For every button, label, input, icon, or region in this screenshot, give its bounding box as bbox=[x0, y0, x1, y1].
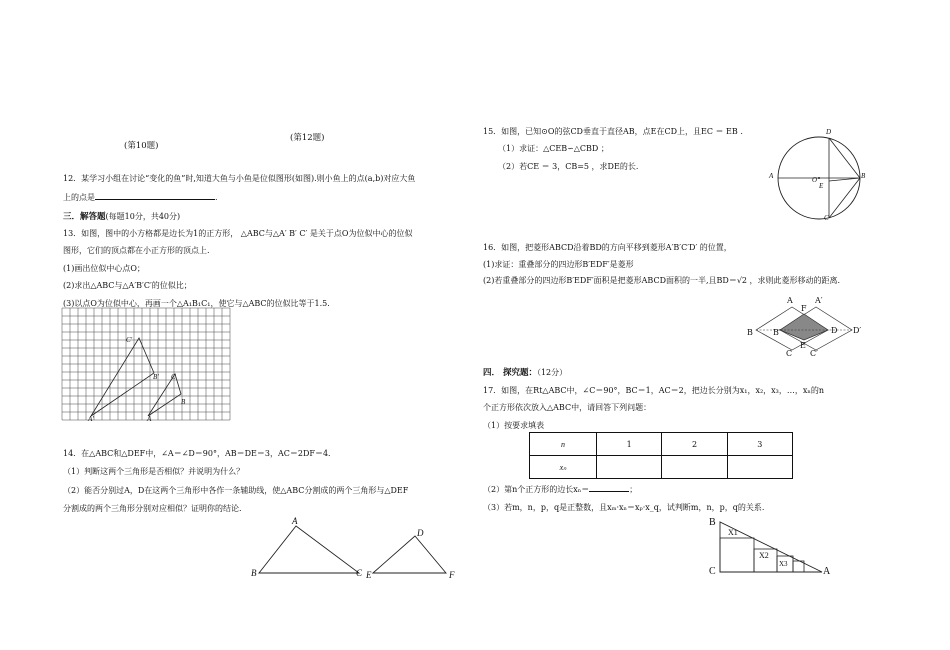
label-circle-c: C bbox=[824, 214, 829, 222]
q17-sub2: （2）第n个正方形的边长xₙ＝ ； bbox=[483, 485, 638, 494]
answer-blank[interactable] bbox=[589, 491, 629, 492]
q16-line1: 16．如图，把菱形ABCD沿着BD的方向平移到菱形A′B′C′D′ 的位置， bbox=[483, 243, 732, 252]
q15-line1: 15．如图，已知⊙O的弦CD垂直于直径AB，点E在CD上，且EC ＝ EB . bbox=[483, 127, 743, 136]
label-c: C bbox=[171, 373, 176, 381]
circle-figure bbox=[776, 132, 866, 222]
staircase-figure bbox=[718, 518, 828, 574]
label-circle-d: D bbox=[826, 128, 832, 136]
label-st-x3: X3 bbox=[779, 560, 788, 568]
label-tri-b: B bbox=[251, 568, 257, 578]
answer-cell[interactable] bbox=[597, 456, 662, 479]
label-st-a: A bbox=[823, 566, 831, 577]
figure-12-caption: (第12题) bbox=[290, 133, 325, 143]
q15-sub1: （1）求证：△CEB∽△CBD ； bbox=[498, 144, 609, 153]
label-c-prime: C' bbox=[126, 336, 133, 344]
answer-cell[interactable] bbox=[727, 456, 792, 479]
label-tri-d: D bbox=[417, 528, 424, 538]
label-circle-e: E bbox=[819, 182, 824, 190]
q14-line1: 14．在△ABC和△DEF中，∠A＝∠D＝90°，AB＝DE＝3，AC＝2DF＝4． bbox=[63, 449, 337, 458]
answer-blank[interactable] bbox=[95, 199, 215, 200]
q17-line1: 17．如图，在Rt△ABC中，∠C＝90°，BC＝1，AC＝2，把边长分别为x₁，x₂，x₃，…，xₙ的n bbox=[483, 386, 825, 395]
table-cell: 1 bbox=[597, 433, 662, 456]
label-tri-e: E bbox=[366, 570, 372, 580]
table-cell: xₙ bbox=[530, 456, 597, 479]
q17-sub3: （3）若m，n，p，q是正整数，且xₘ·xₙ＝xₚ·x_q，试判断m，n，p，q的关系. bbox=[483, 503, 765, 512]
label-tri-a: A bbox=[292, 516, 298, 526]
label-tri-c: C bbox=[356, 568, 363, 578]
section3-heading: 三．解答题(每题10分，共40分) bbox=[63, 212, 181, 222]
table-cell: n bbox=[530, 433, 597, 456]
label-rh-a-prime: A′ bbox=[815, 296, 823, 305]
table-cell: 2 bbox=[662, 433, 727, 456]
q14-sub1: （1）判断这两个三角形是否相似？并说明为什么？ bbox=[63, 467, 245, 476]
q13-sub1: (1)画出位似中心点O； bbox=[63, 264, 145, 273]
q13-line2: 图形，它们的顶点都在小正方形的顶点上. bbox=[63, 246, 210, 255]
answer-cell[interactable] bbox=[662, 456, 727, 479]
label-rh-c: C bbox=[786, 349, 793, 358]
label-rh-c-prime: C′ bbox=[810, 349, 818, 358]
fill-table bbox=[529, 432, 793, 479]
q14-sub2b: 分割成的两个三角形分别对应相似？证明你的结论. bbox=[63, 504, 242, 513]
label-b: B bbox=[181, 398, 186, 406]
q16-sub2: (2)若重叠部分的四边形B′EDF′面积是把菱形ABCD面积的一半,且BD＝√2 ，求则此菱形移动的距离. bbox=[483, 276, 841, 285]
label-rh-f: F bbox=[801, 304, 807, 313]
label-rh-d: D bbox=[831, 326, 838, 335]
label-st-b: B bbox=[709, 517, 716, 528]
label-circle-o: O bbox=[812, 176, 818, 184]
label-rh-d-prime: D′ bbox=[853, 326, 862, 335]
table-row bbox=[530, 456, 793, 479]
triangle-a1b1c1 bbox=[91, 338, 154, 416]
label-b-prime: B' bbox=[153, 373, 159, 381]
q12-line1: 12．某学习小组在讨论“变化的鱼”时,知道大鱼与小鱼是位似图形(如图).则小鱼上的点(a,b)对应大鱼 bbox=[63, 174, 416, 183]
label-st-x2: X2 bbox=[759, 551, 769, 560]
label-rh-b-prime: B′ bbox=[773, 328, 781, 337]
q15-sub2: （2）若CE ＝ 3，CB=5 ，求DE的长. bbox=[498, 162, 639, 171]
q16-sub1: (1)求证：重叠部分的四边形B′EDF′是菱形 bbox=[483, 260, 634, 269]
section4-heading: 四． 探究题：（12分） bbox=[483, 368, 568, 378]
grid-figure bbox=[62, 308, 230, 418]
label-a: A bbox=[147, 415, 152, 423]
table-cell: 3 bbox=[727, 433, 792, 456]
label-rh-a: A bbox=[787, 296, 793, 305]
q14-sub2: （2）能否分别过A，D在这两个三角形中各作一条辅助线，使△ABC分割成的两个三角形与△DEF bbox=[63, 486, 409, 495]
q13-sub3: (3)以点O为位似中心，再画一个△A₁B₁C₁，使它与△ABC的位似比等于1.5. bbox=[63, 299, 330, 308]
label-st-x1: X1 bbox=[728, 528, 738, 537]
label-circle-b: B bbox=[861, 172, 866, 180]
rhombus-figure bbox=[752, 300, 862, 355]
q13-sub2: (2)求出△ABC与△A′B′C′的位似比； bbox=[63, 281, 192, 290]
label-a-prime: A' bbox=[88, 415, 94, 423]
label-st-c: C bbox=[709, 566, 716, 577]
q13-line1: 13．如图，图中的小方格都是边长为1的正方形， △ABC与△A′ B′ C′ 是关于点O为位似中心的位似 bbox=[63, 229, 413, 238]
table-row bbox=[530, 433, 793, 456]
label-rh-e: E bbox=[800, 341, 806, 350]
label-rh-b: B bbox=[747, 328, 753, 337]
label-tri-f: F bbox=[449, 570, 455, 580]
q17-line2: 个正方形依次放入△ABC中，请回答下列问题： bbox=[483, 403, 652, 412]
label-circle-a: A bbox=[769, 172, 774, 180]
q12-line2: 上的点是 . bbox=[63, 193, 218, 202]
figure-10-caption: (第10题) bbox=[124, 141, 159, 151]
q17-sub1: （1）按要求填表 bbox=[483, 421, 545, 430]
